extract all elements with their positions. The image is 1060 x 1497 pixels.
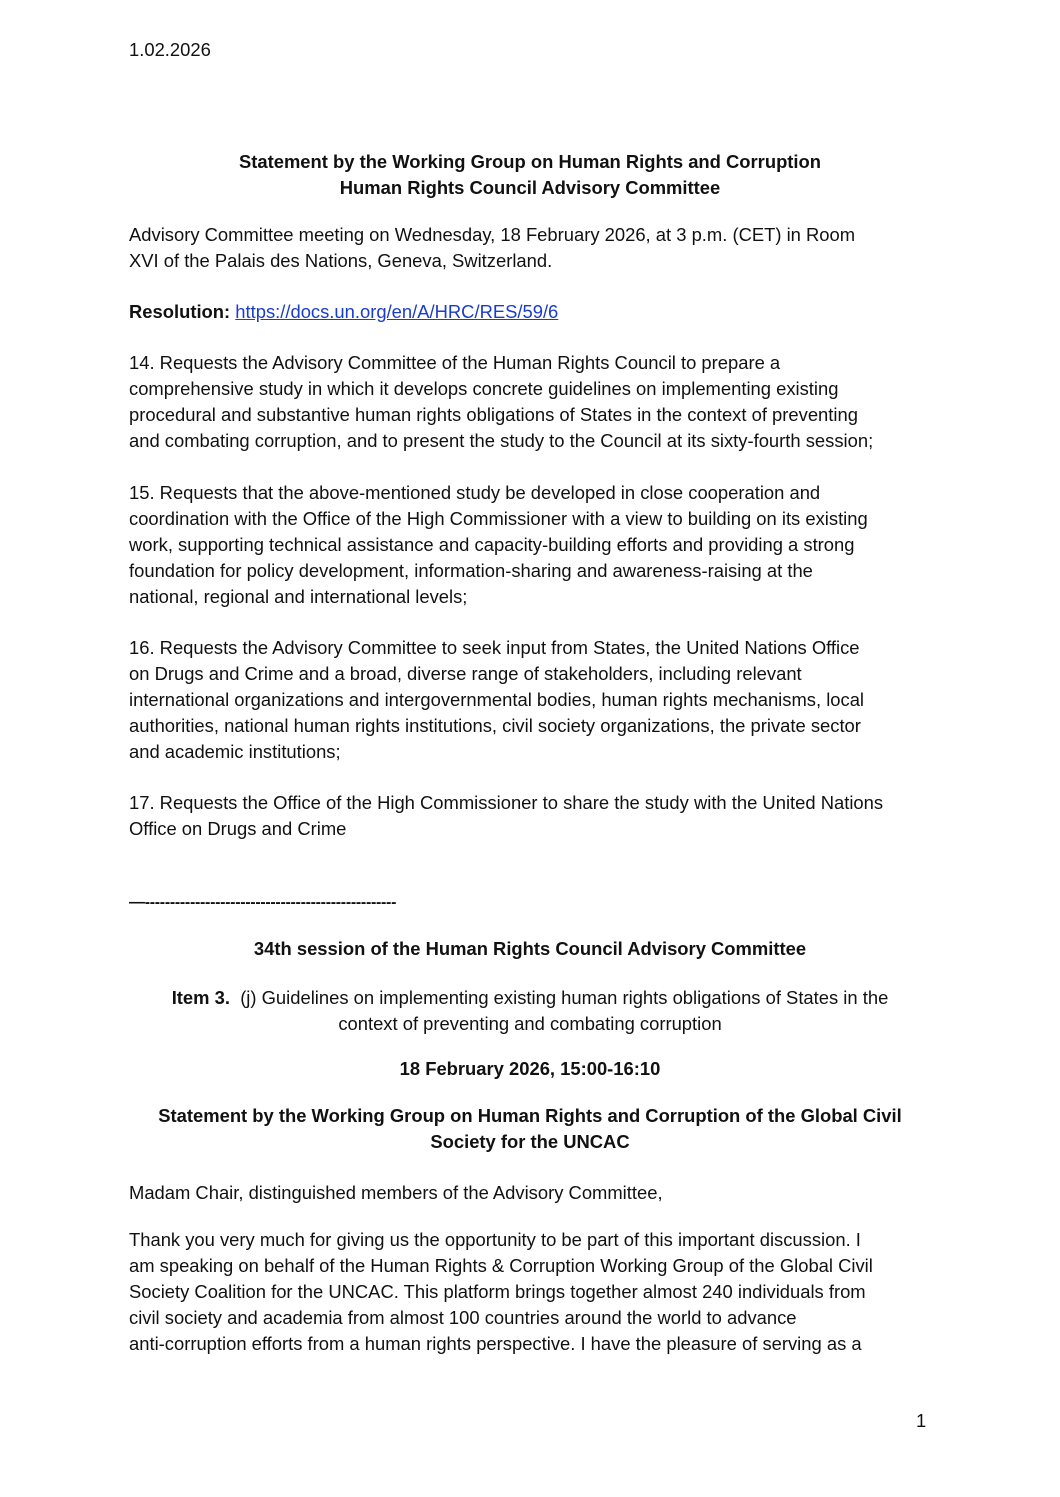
resolution-paragraph-16 — [129, 635, 949, 765]
statement-title-line: Statement by the Working Group on Human Rights and Corruption of the Global Civil — [158, 1105, 902, 1126]
agenda-item-line — [0, 985, 1060, 1011]
paragraph-line: 15. Requests that the above-mentioned study be developed in close cooperation and — [129, 482, 821, 503]
page-number: 1 — [916, 1410, 927, 1431]
agenda-item-line: context of preventing and combating corruption — [338, 1013, 722, 1034]
paragraph-line: am speaking on behalf of the Human Rights & Corruption Working Group of the Global Civil — [129, 1255, 873, 1276]
header-title-line: Statement by the Working Group on Human Rights and Corruption — [238, 151, 822, 172]
paragraph-line: and combating corruption, and to present the study to the Council at its sixty-fourth session; — [129, 430, 874, 451]
agenda-item-text: (j) Guidelines on implementing existing human rights obligations of States in the — [240, 987, 889, 1008]
resolution-link[interactable]: https://docs.un.org/en/A/HRC/RES/59/6 — [235, 301, 559, 322]
paragraph-line: anti-corruption efforts from a human rights perspective. I have the pleasure of serving as a — [129, 1333, 862, 1354]
paragraph-line: and academic institutions; — [129, 741, 341, 762]
agenda-item-label: Item 3. — [171, 987, 230, 1008]
resolution-paragraph-17 — [129, 790, 949, 842]
paragraph-line: 17. Requests the Office of the High Commissioner to share the study with the United Nations — [129, 792, 884, 813]
header-title-line: Human Rights Council Advisory Committee — [339, 177, 721, 198]
paragraph-line: national, regional and international levels; — [129, 586, 468, 607]
paragraph-line: Thank you very much for giving us the opportunity to be part of this important discussion. I — [129, 1229, 861, 1250]
statement-title-line: Society for the UNCAC — [430, 1131, 630, 1152]
meeting-info-line: Advisory Committee meeting on Wednesday, 18 February 2026, at 3 p.m. (CET) in Room — [129, 224, 856, 245]
paragraph-line: 16. Requests the Advisory Committee to seek input from States, the United Nations Office — [129, 637, 860, 658]
header-title — [0, 149, 1060, 201]
resolution-line — [129, 299, 949, 325]
paragraph-line: foundation for policy development, information-sharing and awareness-raising at the — [129, 560, 813, 581]
agenda-item — [0, 985, 1060, 1037]
paragraph-line: coordination with the Office of the High Commissioner with a view to building on its existing — [129, 508, 868, 529]
session-datetime: 18 February 2026, 15:00-16:10 — [399, 1058, 661, 1079]
meeting-info — [129, 222, 949, 274]
paragraph-line: Office on Drugs and Crime — [129, 818, 347, 839]
paragraph-line: on Drugs and Crime and a broad, diverse range of stakeholders, including relevant — [129, 663, 802, 684]
paragraph-line: Society Coalition for the UNCAC. This platform brings together almost 240 individuals from — [129, 1281, 866, 1302]
resolution-paragraph-15 — [129, 480, 949, 610]
document-date: 1.02.2026 — [129, 39, 211, 60]
paragraph-line: comprehensive study in which it develops concrete guidelines on implementing existing — [129, 378, 839, 399]
statement-title — [0, 1103, 1060, 1155]
resolution-label: Resolution: — [129, 301, 231, 322]
paragraph-line: procedural and substantive human rights obligations of States in the context of preventing — [129, 404, 858, 425]
meeting-info-line: XVI of the Palais des Nations, Geneva, Switzerland. — [129, 250, 553, 271]
paragraph-line: civil society and academia from almost 100 countries around the world to advance — [129, 1307, 797, 1328]
resolution-paragraph-14 — [129, 350, 949, 454]
separator-line: —-------------------------------------------------- — [129, 894, 397, 911]
session-title: 34th session of the Human Rights Council Advisory Committee — [253, 938, 807, 959]
paragraph-line: international organizations and intergovernmental bodies, human rights mechanisms, local — [129, 689, 865, 710]
paragraph-line: 14. Requests the Advisory Committee of the Human Rights Council to prepare a — [129, 352, 781, 373]
body-paragraph — [129, 1227, 949, 1357]
salutation: Madam Chair, distinguished members of the Advisory Committee, — [129, 1182, 663, 1203]
paragraph-line: authorities, national human rights institutions, civil society organizations, the private sector — [129, 715, 861, 736]
paragraph-line: work, supporting technical assistance and capacity-building efforts and providing a strong — [129, 534, 855, 555]
